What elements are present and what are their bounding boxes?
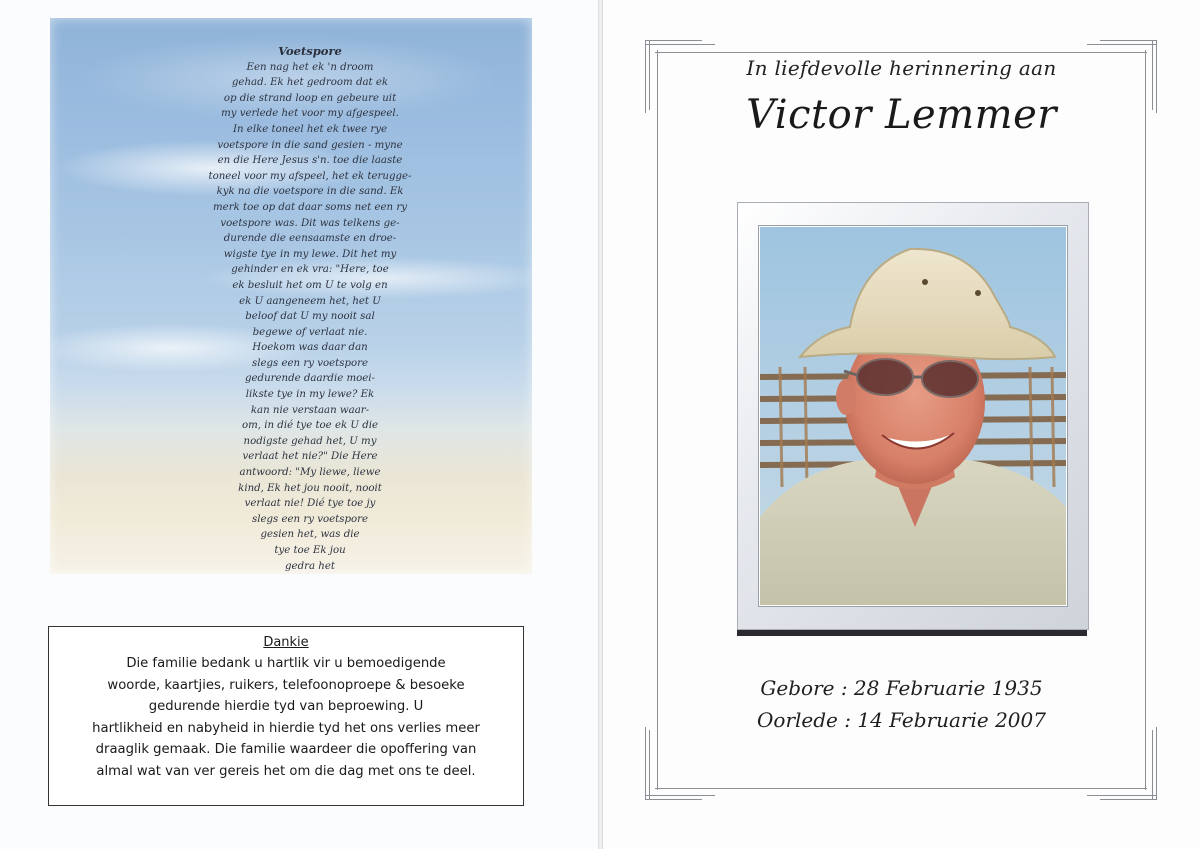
poem-line: kind, Ek het jou nooit, nooit [238, 482, 382, 494]
poem-line: slegs een ry voetspore [251, 357, 369, 369]
poem-line: ek U aangeneem het, het U [239, 295, 381, 307]
poem-line: likste tye in my lewe? Ek [245, 389, 375, 401]
thank-you-box [48, 626, 524, 806]
poem-line: beloof dat U my nooit sal [245, 311, 375, 323]
poem-line: Hoekom was daar dan [252, 342, 368, 354]
thank-you-line: draaglik gemaak. Die familie waardeer die opoffering van [95, 742, 477, 758]
poem-title: Voetspore [278, 44, 342, 58]
poem-panel [50, 18, 532, 574]
deceased-name: Victor Lemmer [746, 92, 1057, 138]
poem-line: voetspore was. Dit was telkens ge- [220, 217, 400, 229]
poem-line: durende die eensaamste en droe- [223, 233, 397, 245]
poem-line: merk toe op dat daar soms net een ry [213, 201, 407, 213]
poem-line: gedurende daardie moei- [245, 373, 375, 385]
thank-you-title: Dankie [263, 635, 309, 650]
poem-line: gesien het, was die [260, 529, 360, 541]
poem-line: gehinder en ek vra: "Here, toe [231, 264, 389, 276]
poem-line: my verlede het voor my afgespeel. [221, 108, 399, 120]
left-page [0, 0, 598, 849]
poem-line: wigste tye in my lewe. Dit het my [223, 248, 397, 260]
poem-line: gehad. Ek het gedroom dat ek [231, 77, 389, 89]
poem-line: tye toe Ek jou [274, 545, 346, 556]
portrait-photo [758, 225, 1068, 607]
poem-line: antwoord: "My liewe, liewe [239, 467, 381, 479]
poem-line: nodigste gehad het, U my [243, 435, 377, 447]
poem-line: verlaat nie! Dié tye toe jy [244, 498, 376, 510]
thank-you-line: hartlikheid en nabyheid in hierdie tyd het ons verlies meer [92, 720, 480, 736]
poem [190, 44, 430, 574]
portrait-frame [737, 202, 1089, 630]
poem-line: ek besluit het om U te volg en [232, 279, 388, 291]
poem-line: op die strand loop en gebeure uit [223, 92, 397, 104]
thank-you-line: gedurende hierdie tyd van beproewing. U [148, 699, 424, 715]
poem-line: gedra het [285, 560, 335, 572]
corner-ornament [1085, 728, 1157, 800]
poem-line: In elke toneel het ek twee rye [232, 123, 388, 135]
poem-line: voetspore in die sand gesien - myne [217, 139, 403, 151]
poem-line: kyk na die voetspore in die sand. Ek [216, 186, 404, 198]
poem-line: slegs een ry voetspore [251, 513, 369, 525]
thank-you-line: woorde, kaartjies, ruikers, telefoonoproepe & besoeke [107, 677, 465, 693]
birth-date: Gebore : 28 Februarie 1935 [760, 676, 1043, 700]
poem-line: begewe of verlaat nie. [252, 326, 368, 338]
thank-you-line: almal wat van ver gereis het om die dag met ons te deel. [96, 763, 476, 779]
poem-line: verlaat het nie?" Die Here [242, 451, 378, 463]
thank-you-body [49, 653, 523, 783]
poem-line: toneel voor my afspeel, het ek terugge- [208, 170, 412, 182]
thank-you-line: Die familie bedank u hartlik vir u bemoedigende [126, 656, 446, 671]
poem-line: om, in dié tye toe ek U die [241, 420, 379, 432]
memorial-intro: In liefdevolle herinnering aan [746, 56, 1057, 80]
poem-line: Een nag het ek 'n droom [246, 61, 374, 73]
corner-ornament [645, 728, 717, 800]
poem-line: kan nie verstaan waar- [250, 404, 370, 416]
right-page [603, 0, 1200, 849]
poem-line: en die Here Jesus s'n. toe die laaste [217, 155, 403, 167]
death-date: Oorlede : 14 Februarie 2007 [757, 708, 1046, 732]
